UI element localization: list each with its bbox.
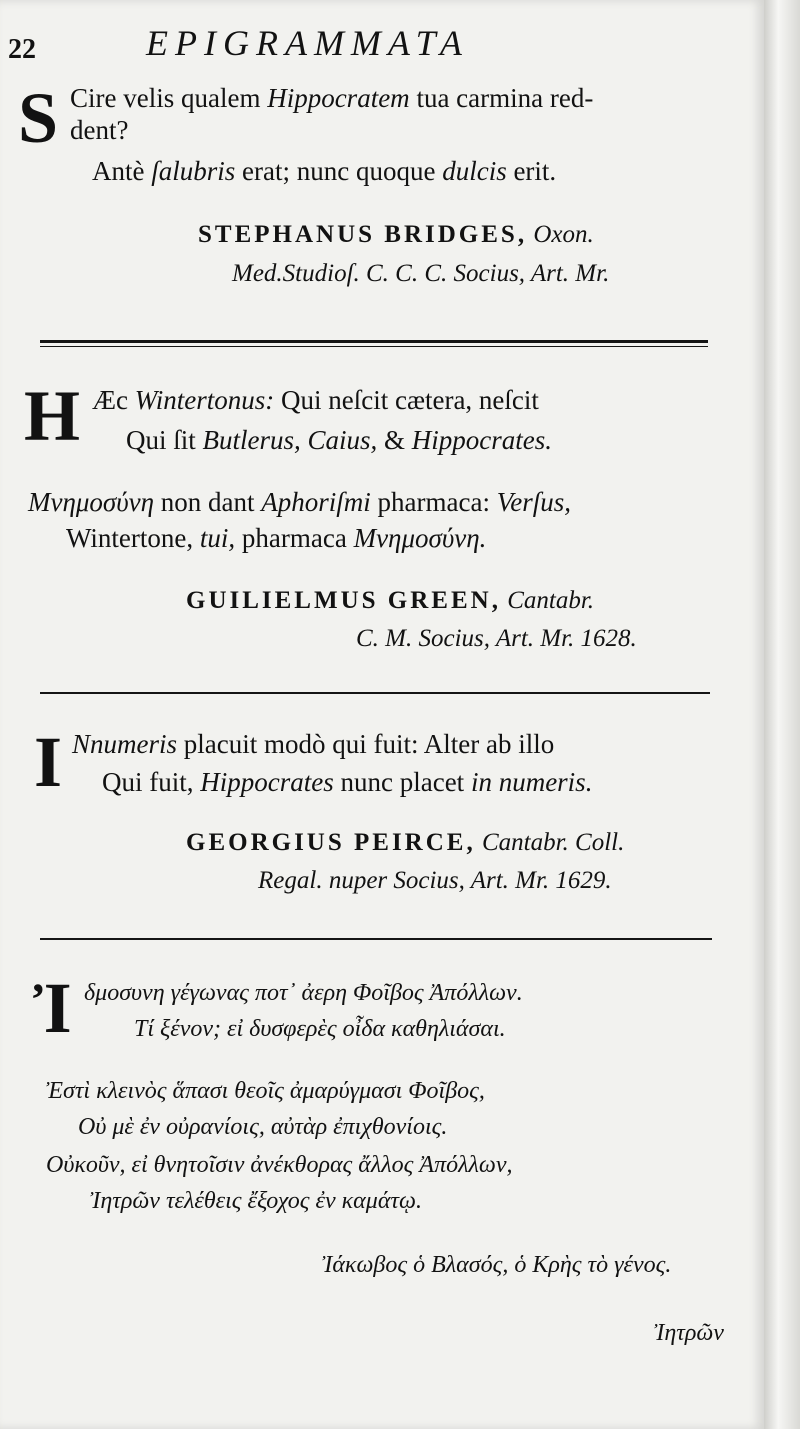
catchword: Ἰητρῶν <box>654 1320 724 1346</box>
dropcap-i: I <box>34 722 63 802</box>
dropcap-iota: Ἰ <box>34 968 72 1048</box>
text-span: nunc placet <box>333 767 471 797</box>
epigram4-signature: Ἰάκωβος ὁ Βλασός, ὁ Κρὴς τὸ γένος. <box>322 1252 672 1278</box>
text-span: Qui fuit, <box>102 767 201 797</box>
running-title: EPIGRAMMATA <box>146 23 469 63</box>
author-place: Oxon. <box>533 221 594 248</box>
text-span: Wintertone, <box>66 523 200 553</box>
text-span: placuit modò qui fuit: Alter ab illo <box>177 729 555 759</box>
epigram3-line2 <box>102 766 592 798</box>
epigram3-line1 <box>72 728 554 760</box>
text-span: ſalubris <box>151 156 236 186</box>
text-span: tui, <box>199 523 236 553</box>
text-span: Hippocrates. <box>411 425 553 455</box>
text-span: Hippocratem <box>267 83 410 113</box>
epigram4-line3: Ἐστὶ κλεινὸς ἅπασι θεοῖς ἀμαρύγμασι Φοῖβος, <box>46 1078 485 1104</box>
author-place: Cantabr. Coll. <box>481 829 625 856</box>
section-rule <box>40 938 712 940</box>
text-span: erat; nunc quoque <box>235 156 443 186</box>
epigram4-line1: δμοσυνη γέγωνας ποτ᾽ ἀερη Φοῖβος Ἀπόλλων. <box>84 980 523 1006</box>
epigram2-line2 <box>126 424 552 456</box>
epigram4-line4: Οὐ μὲ ἐν οὐρανίοις, αὐτὰρ ἐπιχθονίοις. <box>78 1114 448 1140</box>
epigram2-signature-line2: C. M. Socius, Art. Mr. 1628. <box>356 625 637 652</box>
dropcap-h: H <box>24 376 81 456</box>
text-span: Qui neſcit cætera, neſcit <box>274 385 539 415</box>
text-span: tua carmina red- <box>409 83 594 113</box>
text-span: pharmaca <box>235 523 354 553</box>
epigram2-line1 <box>92 384 539 416</box>
text-span: erit. <box>506 156 557 186</box>
epigram2-line4 <box>66 522 486 554</box>
epigram2-line3 <box>28 486 571 518</box>
text-span: in numeris. <box>470 767 593 797</box>
text-span: & <box>377 425 412 455</box>
author-name: GEORGIUS PEIRCE, <box>186 829 476 856</box>
text-span: Μνημοσύνη <box>28 487 155 517</box>
author-name: GUILIELMUS GREEN, <box>186 587 501 614</box>
epigram3-signature <box>186 828 624 858</box>
epigram1-line1 <box>70 82 593 114</box>
epigram4-line6: Ἰητρῶν τελέθεις ἔξοχος ἐν καμάτῳ. <box>90 1188 422 1214</box>
text-span: Nnumeris <box>72 729 178 759</box>
text-span: pharmaca: <box>370 487 497 517</box>
text-span: non dant <box>154 487 262 517</box>
text-span: Hippocrates <box>200 767 334 797</box>
page-number: 22 <box>8 34 36 65</box>
text-span: dulcis <box>442 156 507 186</box>
text-span: Qui ſit <box>126 425 203 455</box>
text-span: Æc <box>92 385 135 415</box>
epigram4-line2: Τί ξένον; εἰ δυσφερὲς οἶδα καθηλιάσαι. <box>134 1016 506 1042</box>
ornamental-rule <box>40 340 708 343</box>
text-span: Wintertonus: <box>134 385 275 415</box>
epigram1-line3 <box>92 155 556 187</box>
epigram2-signature <box>186 586 594 616</box>
page-edge <box>764 0 800 1429</box>
text-span: Verſus, <box>496 487 571 517</box>
text-span: Butlerus, Caius, <box>202 425 378 455</box>
section-rule <box>40 692 710 694</box>
epigram4-line5: Οὐκοῦν, εἰ θνητοῖσιν ἀνέκθορας ἄλλος Ἀπόλλων, <box>46 1152 513 1178</box>
text-span: Μνημοσύνη. <box>353 523 487 553</box>
text-span: Cire velis qualem <box>70 83 268 113</box>
epigram1-signature <box>198 220 594 250</box>
dropcap-s: S <box>18 78 59 158</box>
epigram3-signature-line2: Regal. nuper Socius, Art. Mr. 1629. <box>258 867 612 894</box>
epigram1-line2: dent? <box>70 115 129 145</box>
epigram1-signature-line2: Med.Studioſ. C. C. C. Socius, Art. Mr. <box>232 260 610 287</box>
author-place: Cantabr. <box>507 587 595 614</box>
text-span: Antè <box>92 156 152 186</box>
author-name: STEPHANUS BRIDGES, <box>198 221 528 248</box>
text-span: Aphoriſmi <box>261 487 371 517</box>
